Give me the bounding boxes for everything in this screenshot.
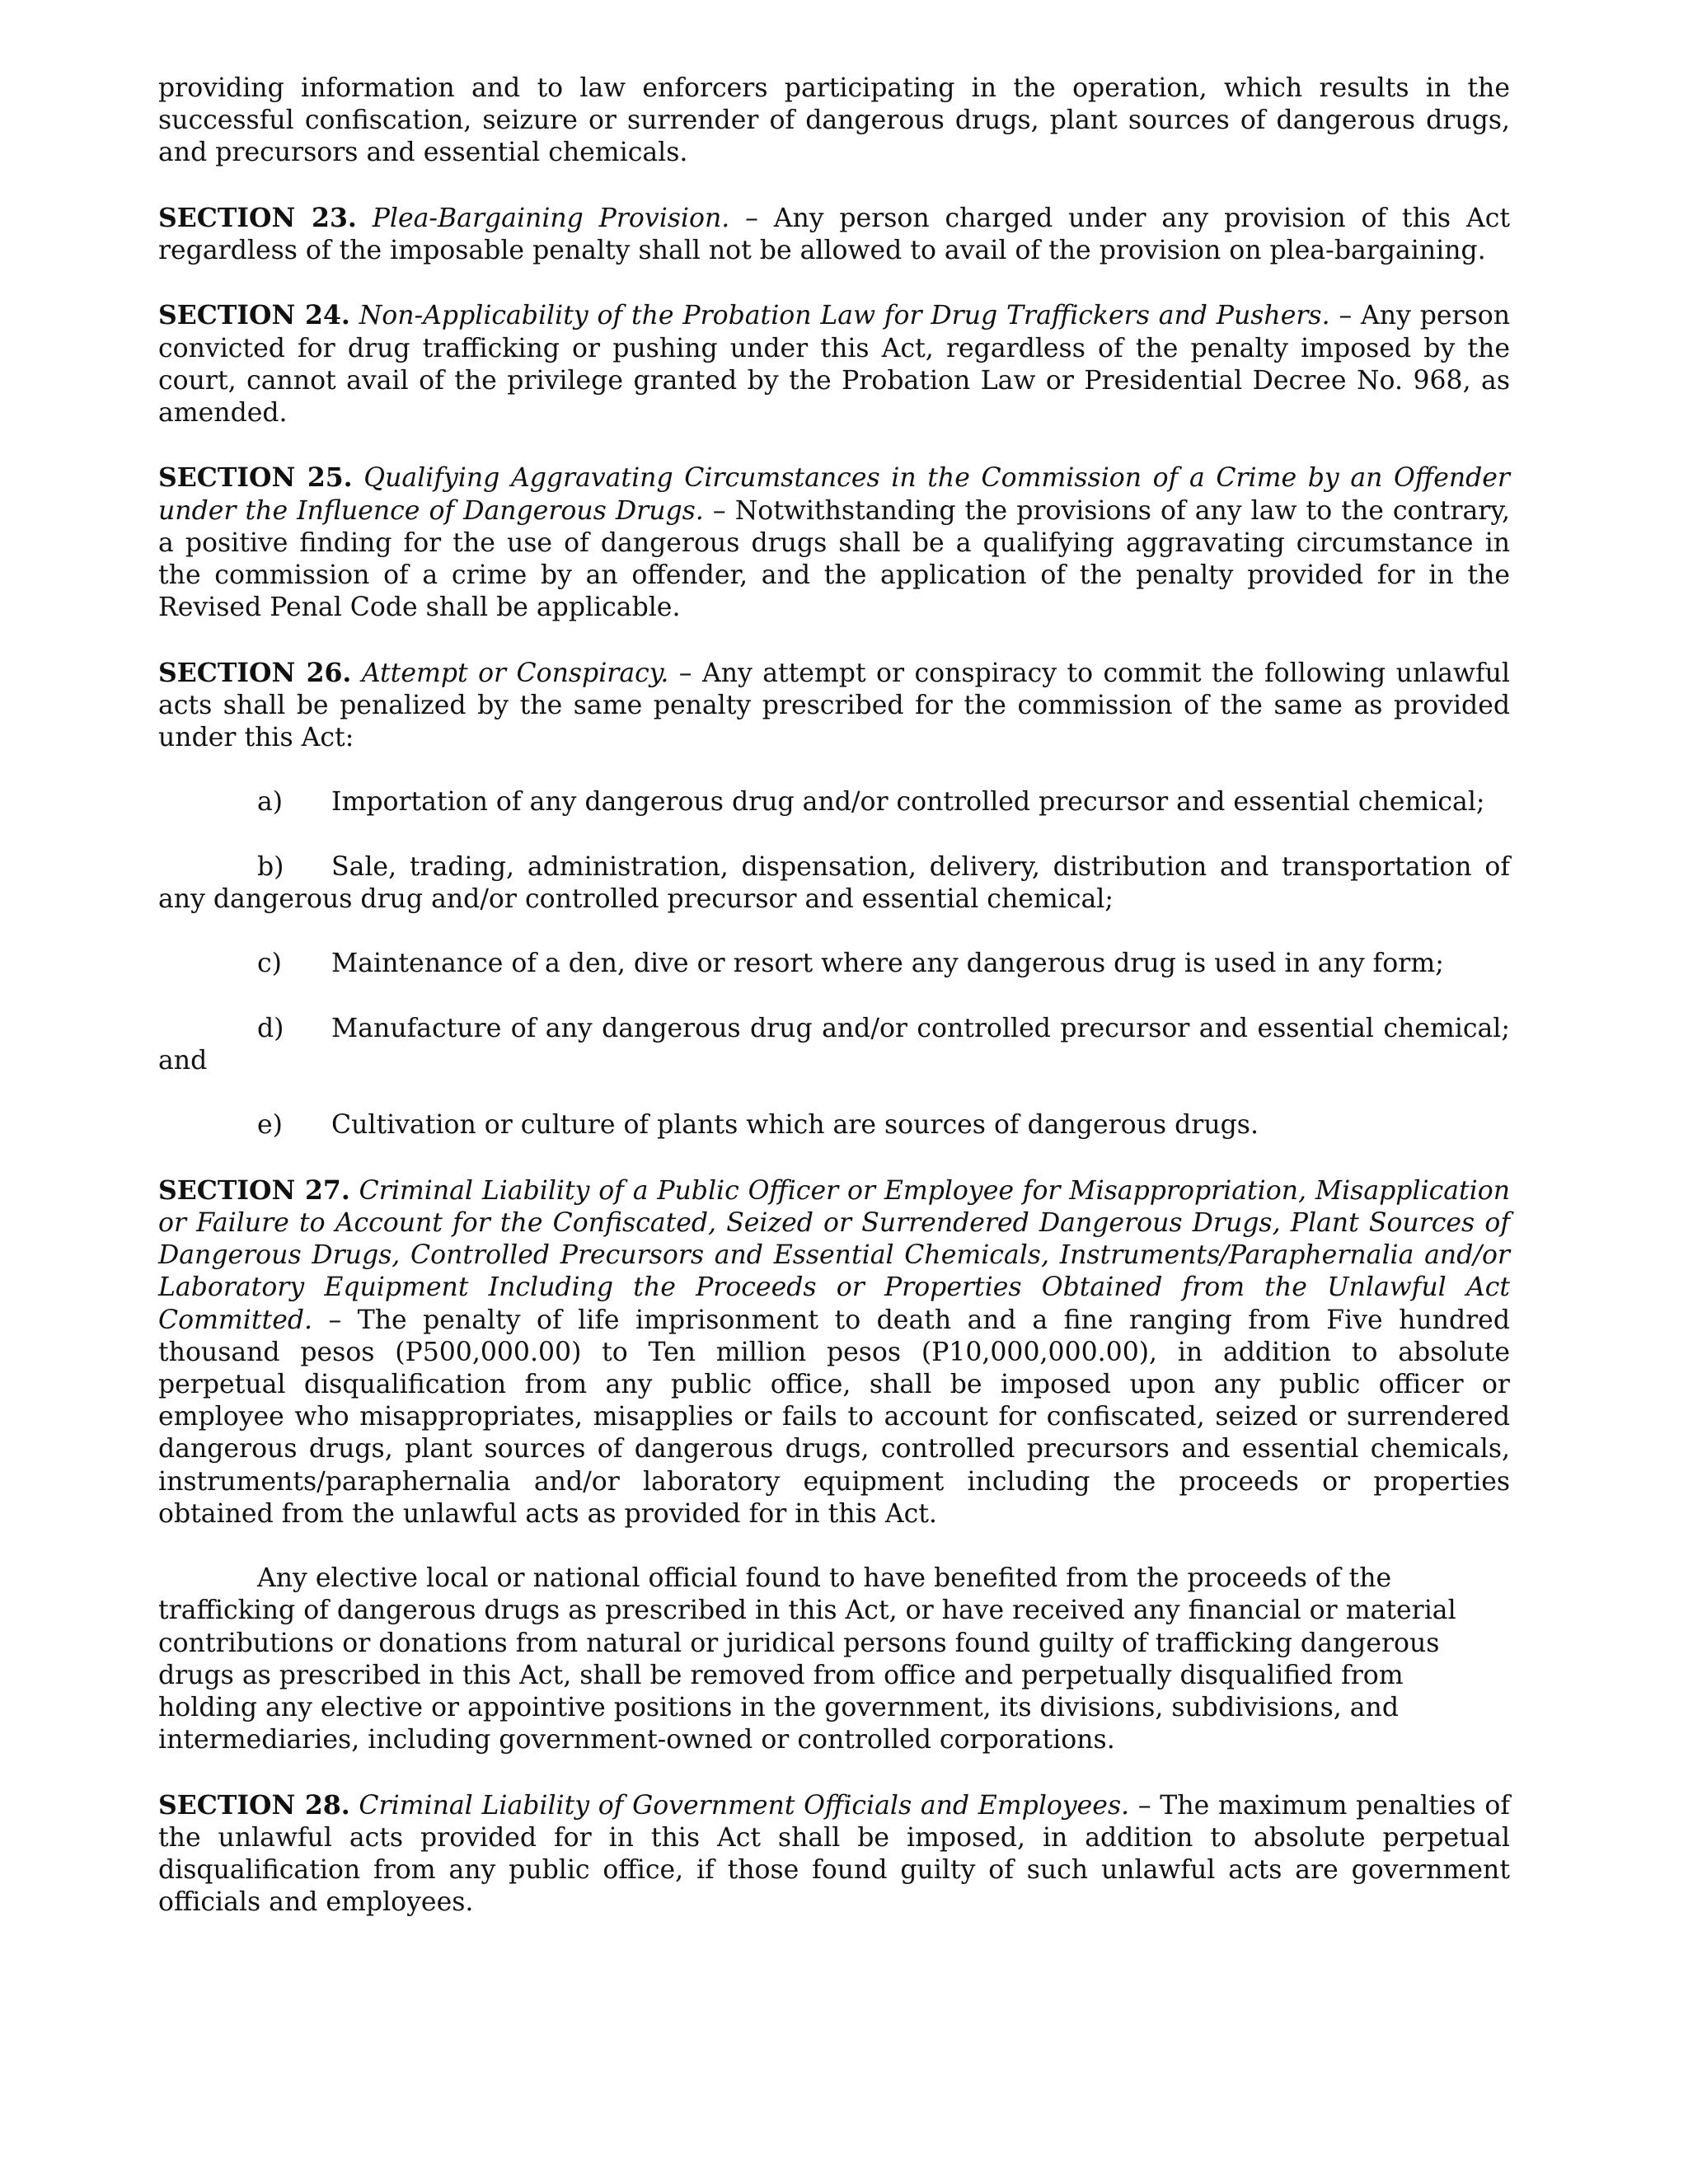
item-text: Sale, trading, administration, dispensation, delivery, distribution and transportation of any dangerous drug and/or controlled precursor and essential chemical; — [158, 851, 1510, 914]
section-27-title: Criminal Liability of a Public Officer or Employee for Misappropriation, Misapplication or Failure to Account for the Confiscated, Seized or Surrendered Dangerous Drugs, Plant Sources of Dangerous Drugs, Controlled Precursors and Essential Chemicals, Instruments/Paraphernalia and/or Laboratory Equipment Including the Proceeds or Properties Obtained from the Unlawful Act Committed. — [158, 1175, 1511, 1335]
section-26 — [158, 657, 1510, 755]
intro-text: providing information and to law enforcers participating in the operation, which results in the successful confiscation, seizure or surrender of dangerous drugs, plant sources of dangerous drugs, and precursors and essential chemicals. — [158, 73, 1510, 168]
section-27-paragraph-2-text: Any elective local or national official found to have benefited from the proceeds of the trafficking of dangerous drugs as prescribed in this Act, or have received any financial or material contributions or donations from natural or juridical persons found guilty of trafficking dangerous drugs as prescribed in this Act, shall be removed from office and perpetually disqualified from holding any elective or appointive positions in the government, its divisions, subdivisions, and intermediaries, including government-owned or controlled corporations. — [158, 1563, 1456, 1755]
section-26-item-b — [158, 851, 1510, 916]
item-text: Importation of any dangerous drug and/or controlled precursor and essential chemical; — [331, 787, 1485, 818]
item-label: b) — [257, 851, 284, 882]
item-label: d) — [257, 1013, 284, 1043]
item-label: e) — [257, 1110, 283, 1141]
item-text: Cultivation or culture of plants which are sources of dangerous drugs. — [331, 1110, 1259, 1141]
section-26-body: – Any attempt or conspiracy to commit the following unlawful acts shall be penalized by the same penalty prescribed for the commission of the same as provided under this Act: — [158, 658, 1511, 752]
section-26-item-a — [158, 786, 1510, 818]
section-25-body: – Notwithstanding the provisions of any law to the contrary, a positive finding for the use of dangerous drugs shall be a qualifying aggravating circumstance in the commission of a crime by an offender, and the application of the penalty provided for in the Revised Penal Code shall be applicable. — [158, 495, 1510, 623]
section-24-number: SECTION 24. — [158, 300, 350, 331]
section-23-body: – Any person charged under any provision of this Act regardless of the imposable penalty shall not be allowed to avail of the provision on plea-bargaining. — [158, 203, 1510, 265]
intro-paragraph — [158, 73, 1510, 170]
item-text: Maintenance of a den, dive or resort where any dangerous drug is used in any form; — [331, 949, 1444, 979]
section-27-paragraph-2 — [158, 1563, 1510, 1756]
section-25-number: SECTION 25. — [158, 462, 353, 494]
document-page — [158, 73, 1510, 1919]
section-28 — [158, 1789, 1510, 1919]
section-24 — [158, 299, 1510, 429]
section-24-title: Non-Applicability of the Probation Law for Drug Traffickers and Pushers. — [359, 301, 1330, 331]
section-24-body: – Any person convicted for drug trafficking or pushing under this Act, regardless of the penalty imposed by the court, cannot avail of the privilege granted by the Probation Law or Presidential Decree No. 968, as amended. — [158, 301, 1511, 428]
section-23 — [158, 202, 1510, 267]
item-label: a) — [257, 787, 284, 818]
item-label: c) — [257, 949, 282, 979]
section-26-item-c — [158, 948, 1510, 980]
section-25 — [158, 462, 1510, 624]
section-26-number: SECTION 26. — [158, 657, 352, 688]
section-27-body: – The penalty of life imprisonment to death and a fine ranging from Five hundred thousand pesos (P500,000.00) to Ten million pesos (P10,000,000.00), in addition to absolute perpetual disqualification from any public office, shall be imposed upon any public officer or employee who misappropriates, misapplies or fails to account for confiscated, seized or surrendered dangerous drugs, plant sources of dangerous drugs, controlled precursors and essential chemicals, instruments/paraphernalia and/or laboratory equipment including the proceeds or properties obtained from the unlawful acts as provided for in this Act. — [158, 1305, 1510, 1529]
section-28-title: Criminal Liability of Government Officials and Employees. — [359, 1790, 1130, 1821]
section-28-number: SECTION 28. — [158, 1789, 350, 1821]
item-text: Manufacture of any dangerous drug and/or controlled precursor and essential chemical; and — [158, 1013, 1510, 1076]
section-26-title: Attempt or Conspiracy. — [361, 658, 669, 688]
section-25-title: Qualifying Aggravating Circumstances in the Commission of a Crime by an Offender under the Influence of Dangerous Drugs. — [158, 463, 1510, 526]
section-28-body: – The maximum penalties of the unlawful acts provided for in this Act shall be imposed, in addition to absolute perpetual disqualification from any public office, if those found guilty of such unlawful acts are government officials and employees. — [158, 1790, 1510, 1918]
section-23-number: SECTION 23. — [158, 202, 357, 233]
section-27 — [158, 1174, 1510, 1530]
section-27-number: SECTION 27. — [158, 1174, 350, 1206]
section-23-title: Plea-Bargaining Provision. — [372, 203, 730, 233]
section-26-item-d — [158, 1013, 1510, 1077]
section-26-item-e — [158, 1109, 1510, 1141]
